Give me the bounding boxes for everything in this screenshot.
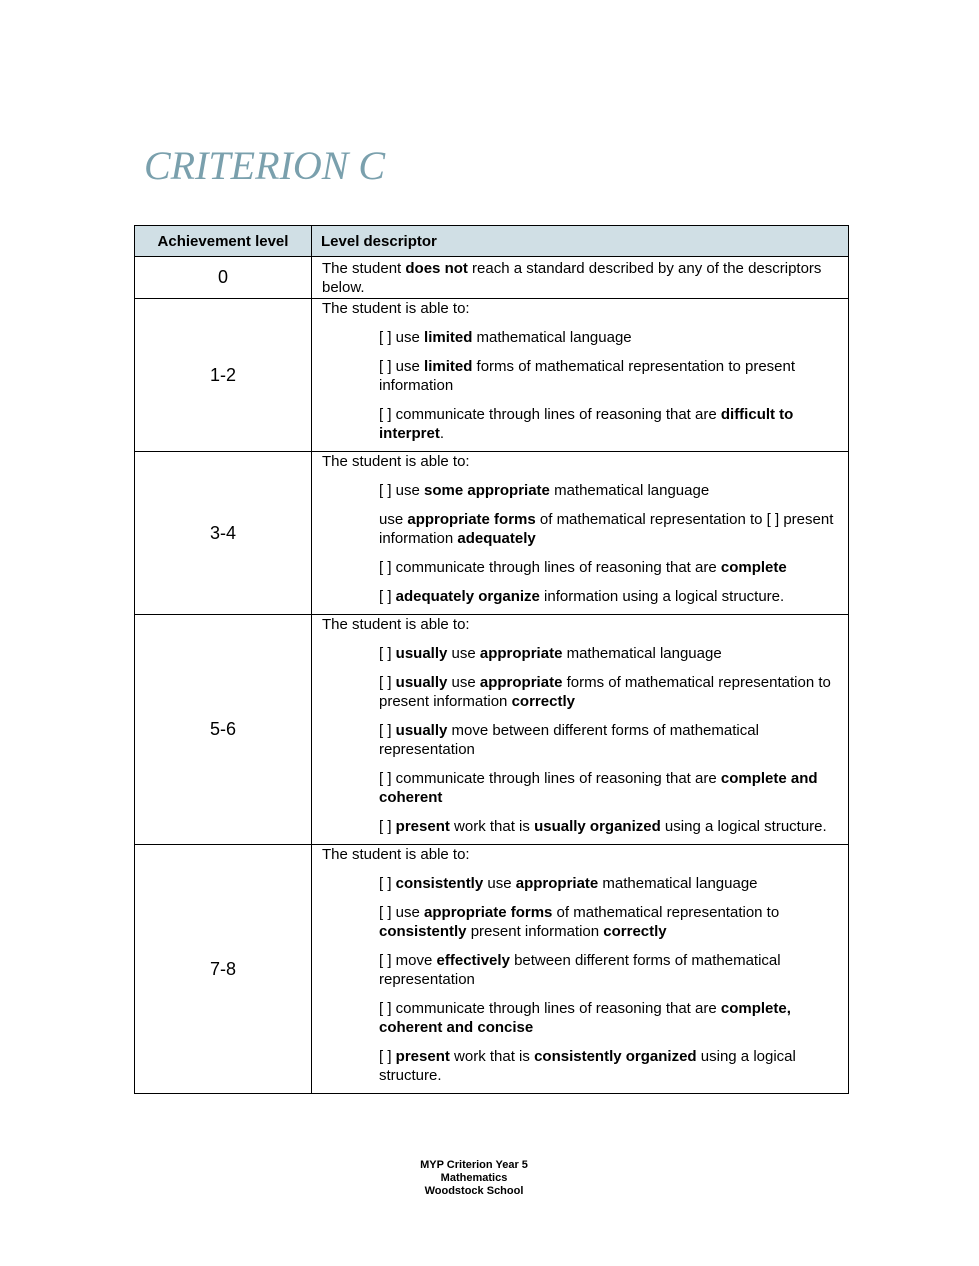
descriptor-item: [ ] usually use appropriate forms of mathematical representation to present information correctly (379, 674, 831, 710)
descriptor-item: use appropriate forms of mathematical representation to [ ] present information adequately (379, 511, 834, 547)
descriptor-item: [ ] use limited mathematical language (379, 329, 632, 346)
table-row (135, 615, 849, 845)
descriptor-item: [ ] communicate through lines of reasoning that are difficult to interpret. (379, 406, 794, 442)
descriptor-item: [ ] adequately organize information using a logical structure. (379, 588, 785, 605)
achievement-level-cell: 5-6 (135, 615, 312, 845)
table-header-row (135, 226, 849, 257)
table-row (135, 257, 849, 299)
header-achievement-level: Achievement level (135, 226, 312, 257)
achievement-level-cell: 0 (135, 257, 312, 299)
descriptor-item: [ ] consistently use appropriate mathematical language (379, 875, 758, 892)
descriptor-intro: The student is able to: (322, 846, 470, 863)
page-title: CRITERION C (144, 143, 386, 188)
descriptor-item: [ ] use appropriate forms of mathematical representation to consistently present information correctly (379, 904, 780, 940)
table-row (135, 452, 849, 615)
descriptor-item: [ ] communicate through lines of reasoning that are complete, coherent and concise (379, 1000, 791, 1036)
descriptor-text: The student does not reach a standard described by any of the descriptors below. (322, 260, 822, 296)
descriptor-item: [ ] communicate through lines of reasoning that are complete and coherent (379, 770, 818, 806)
descriptor-intro: The student is able to: (322, 453, 470, 470)
achievement-level-cell: 3-4 (135, 452, 312, 615)
descriptor-item: [ ] present work that is usually organized using a logical structure. (379, 818, 827, 835)
footer-line-3: Woodstock School (424, 1185, 524, 1197)
descriptor-item: [ ] usually use appropriate mathematical language (379, 645, 722, 662)
footer-line-1: MYP Criterion Year 5 (420, 1159, 528, 1171)
achievement-level-cell: 1-2 (135, 299, 312, 452)
table-row (135, 845, 849, 1094)
descriptor-intro: The student is able to: (322, 616, 470, 633)
table-row (135, 299, 849, 452)
descriptor-item: [ ] move effectively between different forms of mathematical representation (379, 952, 781, 988)
header-level-descriptor: Level descriptor (312, 226, 849, 257)
page-footer (0, 1159, 948, 1198)
level-descriptor-cell (312, 845, 849, 1094)
descriptor-item: [ ] present work that is consistently organized using a logical structure. (379, 1048, 796, 1084)
footer-line-2: Mathematics (440, 1172, 508, 1184)
descriptor-item: [ ] use limited forms of mathematical representation to present information (379, 358, 796, 394)
level-descriptor-cell (312, 615, 849, 845)
achievement-level-cell: 7-8 (135, 845, 312, 1094)
descriptor-item: [ ] use some appropriate mathematical language (379, 482, 710, 499)
level-descriptor-cell (312, 299, 849, 452)
descriptor-intro: The student is able to: (322, 300, 470, 317)
rubric-body (135, 257, 849, 1094)
criterion-rubric-table (134, 225, 849, 1094)
descriptor-item: [ ] usually move between different forms of mathematical representation (379, 722, 759, 758)
level-descriptor-cell (312, 452, 849, 615)
descriptor-item: [ ] communicate through lines of reasoning that are complete (379, 559, 787, 576)
level-descriptor-cell (312, 257, 849, 299)
